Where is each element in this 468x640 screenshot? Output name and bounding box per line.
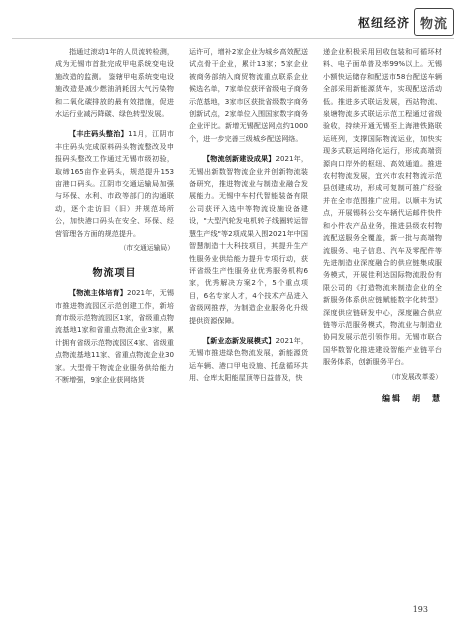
paragraph-text: 11月，江阴市丰庄码头完成原料码头物流整改及申报码头整改工作通过无锡市级初验，取缔165亩作业码头，规范提升153亩港口码头。江阴市交通运输局加强与环保、水利、市政等部门的沟通联动，逐个走访旧（旧）并规范场所公，加快港口码头在安全、环保、经营管理各方面的规范提升。: [55, 129, 174, 238]
column-right: [323, 46, 442, 586]
column-middle: [189, 46, 308, 586]
paragraph-lead: 【新业态新发展模式】: [203, 335, 276, 345]
paragraph: 递企业积极采用回收包装和可循环材料、电子面单普及率99%以上。无锡小额快运储存和配送市58台配送车辆全部采用新能源货车，实现配送活动低。推进多式联运发展，西站物流、泉塘物流多式联运示范工程通过省级验收，持续开通无锡至上海港铁路联运班列，支撑国际物流运业，加快实现多式联运网络化运行，形成高端资源向口岸外的枢纽、高效通道。推进农村物流发展，宜兴市农村物流示范县创建成功，形成可复制可推广经验并在全市范围推广应用。以顺丰为试点，开展锡科公交车辆代运邮件快件和小件农产品业务，推进县级农村物流配送服务全覆盖，新一批与高端物流服务、电子信息、汽车及零配件等先进制造业深度融合的供应链集成服务模式，开展佳利达国际物流股份有限公司的《打造物流来制造企业的全新服务体系供应链赋能数字化转型》深度供应链研发中心，深度融合供应链等示范服务模式，物流业与制造业协同发展示范引领作用。无锡市联合国华数智化推进建设智能产业链平台服务体系，创新服务平台。: [323, 47, 442, 367]
paragraph: [55, 287, 174, 386]
paragraph: [189, 335, 308, 385]
source-note: （市发展改革委）: [387, 372, 442, 381]
source-note: （市交通运输局）: [119, 244, 174, 253]
paragraph-text: 2021年，无锡市推进物流园区示范创建工作，新培育市级示范物流园区1家，省级重点物流基地1家和省重点物流企业3家，累计拥有省级示范物流园区4家、省级重点物流基地11家、省重点物流企业30家。大型骨干物流企业服务供给能力不断增强，9家企业获网络货: [55, 288, 174, 384]
page-header: [0, 0, 468, 52]
column-title: 枢纽经济: [357, 16, 410, 30]
column-left: [55, 46, 174, 586]
magazine-logo: 物流: [414, 8, 454, 36]
paragraph-lead: 【物流主体培育】: [69, 288, 127, 298]
section-title: 物流项目: [92, 268, 137, 280]
paragraph-lead: 【丰庄码头整治】: [69, 129, 129, 139]
editor-credit: 编辑 胡 慧: [382, 393, 442, 403]
paragraph: [55, 128, 174, 240]
header-divider: [12, 38, 454, 39]
page-number: 193: [412, 605, 428, 614]
article-body: [55, 46, 445, 586]
paragraph: 运许可，增补2家企业为城乡高效配送试点骨干企业，累计13家；5家企业被商务部纳入商贸物流重点联系企业候选名单，7家单位获评省级电子商务示范基地，3家市区获批省级数字商务创新试点，2家单位入围国家数字商务企业评比。新增无锡配送网点约1000个，进一步完善三级城乡配送网络。: [189, 47, 308, 143]
paragraph-text: 2021年，无锡市推进绿色物流发展，新能源货运车辆、港口甲电设施、托盘循环共用、仓库太阳能屋顶等日益普及，快: [189, 335, 308, 383]
paragraph-text: 2021年，无锡出新数智物流企业并创新物流装备研究，推进物流业与制造业融合发展能力。无锡中车村代智能装备有限公司获评入选中等物流设施设备建设，"大型汽轮发电机转子线圈转运智慧生产线"等2项成果入围2021年中国智慧制造十大科技项目，其提升生产性服务业供给能力提升专项行动，获评省级生产性服务业优秀服务机构6家，优秀解决方案2个，5个重点项目，6名专家人才，4个技术产品进入省级网推荐，为制造企业服务化升级提供资源保障。: [189, 154, 308, 325]
paragraph-lead: 【物流创新建设成果】: [203, 154, 276, 164]
paragraph: [189, 153, 308, 327]
paragraph: 指通过滚动1年的人员流转检测，成为无锡市首批完成甲电系统变电设施改造的监测。 鉴辖甲电系统变电设施改造是减少燃油消耗因大气污染物和二氧化碳排放的最有效措施，促进水运行业减污降碳、绿色转型发展。: [55, 47, 174, 119]
